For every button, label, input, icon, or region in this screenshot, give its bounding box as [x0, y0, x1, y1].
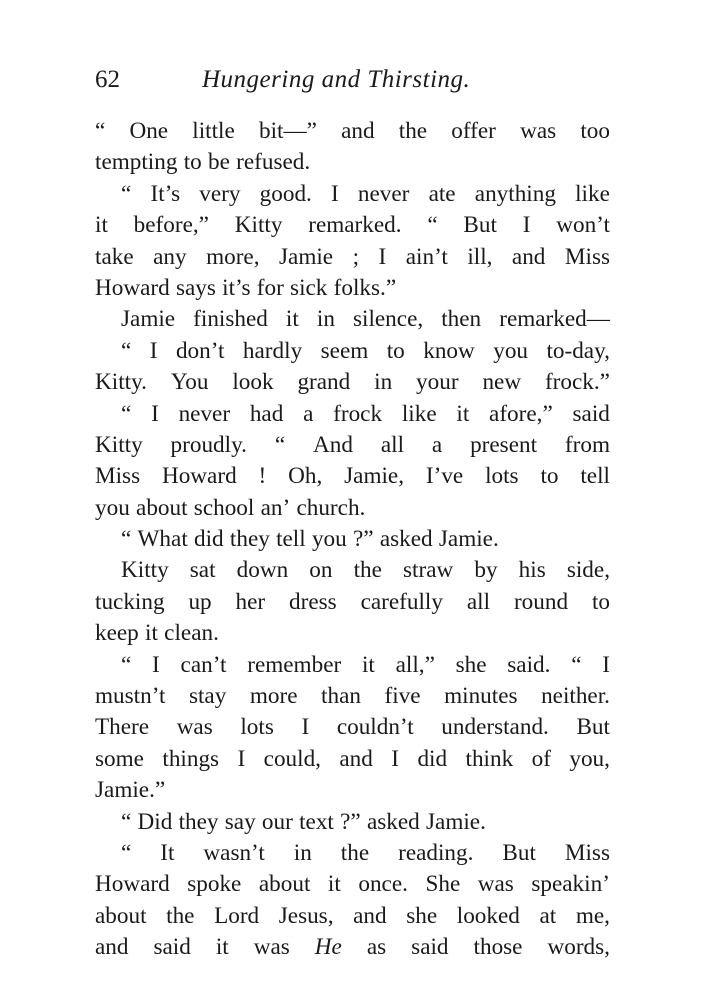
text-line: mustn’t stay more than five minutes neither. [95, 683, 610, 710]
text-line: Howard spoke about it once. She was speakin’ [95, 871, 610, 898]
text-line: tucking up her dress carefully all round to [95, 588, 610, 615]
text-line: “ I never had a frock like it afore,” said [121, 400, 610, 427]
text-line: “ What did they tell you ?” asked Jamie. [121, 526, 499, 553]
text-line: “ I don’t hardly seem to know you to-day, [121, 337, 610, 364]
text-line: Miss Howard ! Oh, Jamie, I’ve lots to tell [95, 463, 610, 490]
text-line: There was lots I couldn’t understand. But [95, 714, 610, 741]
text-line: “ It’s very good. I never ate anything like [121, 180, 610, 207]
text-line: “ One little bit—” and the offer was too [95, 118, 610, 144]
running-title: Hungering and Thirsting. [202, 66, 471, 93]
text-line: some things I could, and I did think of you, [95, 745, 610, 772]
text-line: “ It wasn’t in the reading. But Miss [121, 839, 610, 866]
text-line: Kitty proudly. “ And all a present from [95, 431, 610, 458]
text-line: you about school an’ church. [95, 494, 366, 521]
running-head [95, 62, 610, 98]
text-line: Jamie finished it in silence, then remarked— [121, 306, 610, 333]
text-line: Howard says it’s for sick folks.” [95, 274, 397, 301]
page-number: 62 [95, 66, 120, 93]
text-line: Kitty. You look grand in your new frock.” [95, 369, 610, 396]
text-line: Jamie.” [95, 777, 166, 804]
body-text [95, 116, 610, 964]
text-line: keep it clean. [95, 620, 219, 647]
text-line: “ I can’t remember it all,” she said. “ I [121, 651, 610, 678]
text-line: it before,” Kitty remarked. “ But I won’t [95, 212, 610, 239]
text-line: “ Did they say our text ?” asked Jamie. [121, 808, 486, 835]
text-line: Kitty sat down on the straw by his side, [121, 557, 610, 584]
text-line: and said it was He as said those words, [95, 934, 610, 961]
text-line: about the Lord Jesus, and she looked at me, [95, 902, 610, 929]
text-line: tempting to be refused. [95, 149, 311, 176]
text-line: take any more, Jamie ; I ain’t ill, and Miss [95, 243, 610, 270]
